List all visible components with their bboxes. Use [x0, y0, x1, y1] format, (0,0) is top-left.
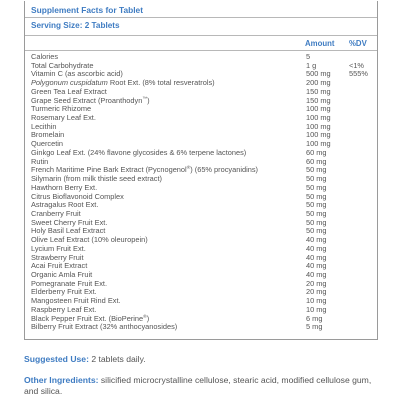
ingredient-name-part: Grape Seed Extract (Proanthodyn [31, 95, 143, 105]
ingredient-name-part: Cranberry Fruit [31, 208, 81, 218]
dv-column-header: %DV [349, 39, 367, 48]
ingredient-name-part: Hawthorn Berry Ext. [31, 182, 98, 192]
ingredient-name-part: Organic Amla Fruit [31, 269, 93, 279]
serving-size: Serving Size: 2 Tablets [31, 21, 120, 30]
ingredient-amount: 40 mg [306, 252, 327, 262]
ingredient-amount: 50 mg [306, 226, 327, 236]
ingredient-name-part: Raspberry Leaf Ext. [31, 304, 97, 314]
ingredient-name-part: Strawberry Fruit [31, 252, 84, 262]
ingredient-name-part: French Maritime Pine Bark Extract (Pycnogenol [31, 165, 187, 175]
ingredient-name-part: ) (65% procyanidins) [190, 165, 259, 175]
ingredient-name-part: Bilberry Fruit Extract (32% anthocyanosides) [31, 322, 178, 332]
ingredient-name-part: ) [146, 313, 150, 323]
suggested-use [24, 354, 146, 364]
ingredient-name-part: Sweet Cherry Fruit Ext. [31, 217, 108, 227]
amount-column-header: Amount [305, 39, 335, 48]
ingredient-name-part: Rosemary Leaf Ext. [31, 113, 96, 123]
ingredient-amount: 50 mg [306, 217, 327, 227]
ingredient-name [31, 323, 177, 332]
suggested-use-label: Suggested Use: [24, 354, 89, 364]
ingredient-name-part: Calories [31, 52, 59, 61]
ingredient-amount: 40 mg [306, 235, 327, 245]
ingredient-amount: 50 mg [306, 165, 327, 175]
ingredient-name-part: Lycium Fruit Ext. [31, 243, 86, 253]
table-row [31, 323, 376, 332]
ingredient-name-part: Silymarin (from milk thistle seed extract) [31, 174, 163, 184]
ingredient-amount: 500 mg [306, 69, 331, 79]
ingredient-dv: <1% [349, 60, 364, 70]
ingredient-name-part: Total Carbohydrate [31, 60, 94, 70]
ingredient-name-part: Ginkgo Leaf Ext. (24% flavone glycosides & 6% terpene lactones) [31, 147, 247, 157]
ingredient-name-part: ® [186, 166, 191, 172]
ingredient-name-part: ) [147, 95, 150, 105]
other-ingredients-text: silicified microcrystalline cellulose, stearic acid, modified cellulose gum, and silica. [24, 375, 372, 396]
ingredient-name-part: Quercetin [31, 139, 64, 149]
ingredient-amount: 50 mg [306, 182, 327, 192]
ingredient-name-part: Pomegranate Fruit Ext. [31, 278, 107, 288]
ingredient-amount: 40 mg [306, 261, 327, 271]
ingredient-amount: 50 mg [306, 200, 327, 210]
ingredient-amount: 50 mg [306, 208, 327, 218]
ingredient-amount: 20 mg [306, 287, 327, 297]
ingredient-name [31, 149, 246, 158]
ingredient-amount: 20 mg [306, 278, 327, 288]
ingredient-name-part: Black Pepper Fruit Ext. (BioPerine [31, 313, 144, 323]
ingredient-name-part: Vitamin C (as ascorbic acid) [31, 69, 123, 79]
ingredient-amount: 50 mg [306, 191, 327, 201]
ingredient-name-part: Root Ext. (8% total resveratrols) [107, 78, 215, 88]
panel-title: Supplement Facts for Tablet [31, 5, 143, 15]
ingredient-amount: 10 mg [306, 296, 327, 306]
suggested-use-text: 2 tablets daily. [88, 354, 146, 364]
ingredient-amount: 100 mg [306, 104, 331, 114]
ingredient-amount: 50 mg [306, 174, 327, 184]
ingredient-name-part: Polygonum cuspidatum [31, 78, 108, 88]
ingredient-amount: 100 mg [306, 130, 331, 140]
ingredient-amount: 1 g [306, 60, 317, 70]
other-ingredients-label: Other Ingredients: [24, 375, 99, 385]
title-divider [25, 17, 377, 18]
ingredient-dv: 555% [349, 69, 368, 79]
supplement-facts-panel [24, 1, 378, 340]
header-divider [25, 50, 377, 51]
ingredient-amount: 100 mg [306, 113, 331, 123]
ingredient-name-part: ™ [142, 96, 148, 102]
other-ingredients [24, 375, 384, 397]
ingredient-name-part: Holy Basil Leaf Extract [31, 226, 106, 236]
ingredient-name-part: ® [143, 314, 147, 320]
ingredient-name-part: Elderberry Fruit Ext. [31, 287, 97, 297]
ingredient-name-part: Green Tea Leaf Extract [31, 86, 107, 96]
serving-divider [25, 35, 377, 36]
ingredient-amount: 10 mg [306, 304, 327, 314]
ingredient-amount: 100 mg [306, 139, 331, 149]
ingredient-amount: 40 mg [306, 269, 327, 279]
ingredient-name-part: Astragalus Root Ext. [31, 200, 99, 210]
ingredient-name-part: Turmeric Rhizome [31, 104, 92, 114]
ingredient-amount: 100 mg [306, 121, 331, 131]
ingredient-name-part: Olive Leaf Extract (10% oleuropein) [31, 235, 148, 245]
ingredient-amount: 200 mg [306, 78, 331, 88]
ingredient-amount: 60 mg [306, 156, 327, 166]
ingredient-amount: 150 mg [306, 95, 331, 105]
ingredient-amount: 5 [306, 52, 311, 61]
ingredient-name-part: Rutin [31, 156, 49, 166]
ingredient-amount: 150 mg [306, 86, 331, 96]
ingredient-name-part: Lecithin [31, 121, 57, 131]
nutrient-list [31, 53, 376, 332]
ingredient-name-part: Acai Fruit Extract [31, 261, 88, 271]
ingredient-amount: 6 mg [306, 313, 323, 323]
ingredient-amount: 5 mg [306, 322, 323, 332]
ingredient-name-part: Mangosteen Fruit Rind Ext. [31, 296, 121, 306]
ingredient-name-part: Citrus Bioflavonoid Complex [31, 191, 124, 201]
ingredient-amount: 60 mg [306, 147, 327, 157]
ingredient-amount: 40 mg [306, 243, 327, 253]
ingredient-name-part: Bromelain [31, 130, 65, 140]
